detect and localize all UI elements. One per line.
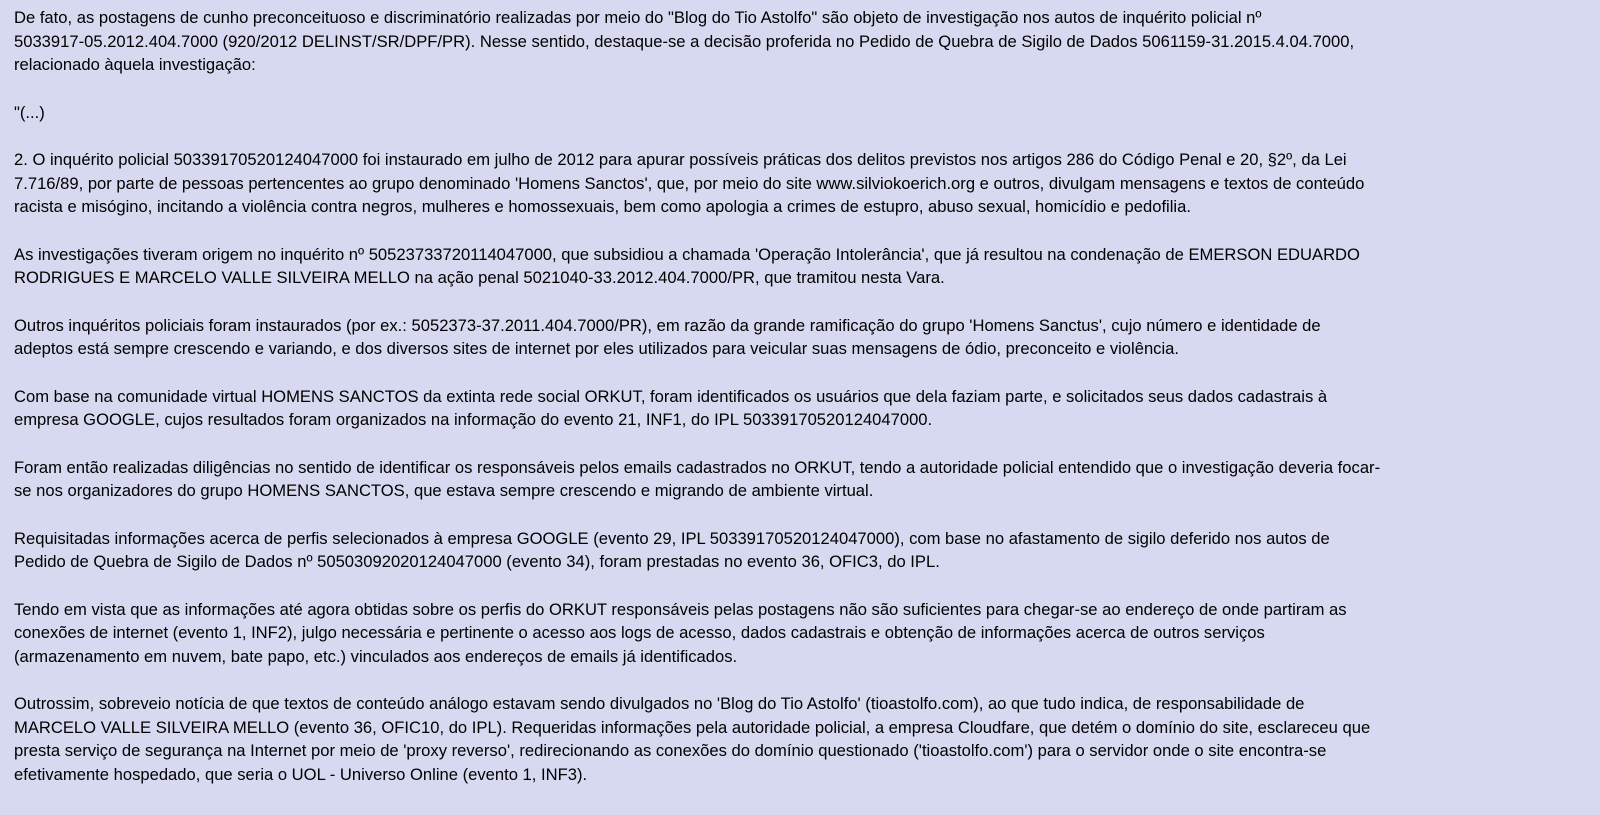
paragraph-other-inquiries bbox=[14, 314, 1600, 361]
paragraph-orkut-community bbox=[14, 385, 1600, 432]
text-line: relacionado àquela investigação: bbox=[14, 55, 256, 74]
text-line: RODRIGUES E MARCELO VALLE SILVEIRA MELLO na ação penal 5021040-33.2012.404.7000/PR, que tramitou nesta Vara. bbox=[14, 268, 945, 287]
text-line: MARCELO VALLE SILVEIRA MELLO (evento 36, OFIC10, do IPL). Requeridas informações pela autoridade policial, a empresa Cloudfare, que detém o domínio do site, esclareceu que bbox=[14, 717, 1371, 737]
text-line: racista e misógino, incitando a violência contra negros, mulheres e homossexuais, bem como apologia a crimes de estupro, abuso sexual, homicídio e pedofilia. bbox=[14, 197, 1191, 216]
paragraph-diligences bbox=[14, 456, 1600, 503]
text-line: "(...) bbox=[14, 102, 45, 122]
text-line: efetivamente hospedado, que seria o UOL - Universo Online (evento 1, INF3). bbox=[14, 764, 588, 784]
paragraph-item-2 bbox=[14, 148, 1600, 219]
text-line: Foram então realizadas diligências no sentido de identificar os responsáveis pelos emails cadastrados no ORKUT, tendo a autoridade policial entendido que o investigação deveria focar- bbox=[14, 457, 1381, 477]
text-line: 2. O inquérito policial 50339170520124047000 foi instaurado em julho de 2012 para apurar possíveis práticas dos delitos previstos nos artigos 286 do Código Penal e 20, §2º, da Lei bbox=[14, 150, 1347, 169]
text-line: Tendo em vista que as informações até agora obtidas sobre os perfis do ORKUT responsáveis pelas postagens não são suficientes para chegar-se ao endereço de onde partiram as bbox=[14, 599, 1347, 619]
text-line: conexões de internet (evento 1, INF2), julgo necessária e pertinente o acesso aos logs de acesso, dados cadastrais e obtenção de informações acerca de outros serviços bbox=[14, 623, 1265, 642]
text-line: Requisitadas informações acerca de perfis selecionados à empresa GOOGLE (evento 29, IPL 50339170520124047000), com base no afastamento de sigilo deferido nos autos de bbox=[14, 528, 1330, 548]
paragraph-blog-tio-astolfo bbox=[14, 692, 1600, 786]
text-line: Outros inquéritos policiais foram instaurados (por ex.: 5052373-37.2011.404.7000/PR), em razão da grande ramificação do grupo 'Homens Sanctus', cujo número e identidade de bbox=[14, 315, 1321, 335]
text-line: se nos organizadores do grupo HOMENS SANCTOS, que estava sempre crescendo e migrando de ambiente virtual. bbox=[14, 481, 874, 500]
paragraph-origin bbox=[14, 243, 1600, 290]
text-line: Outrossim, sobreveio notícia de que textos de conteúdo análogo estavam sendo divulgados no 'Blog do Tio Astolfo' (tioastolfo.com), ao que tudo indica, de responsabilidade de bbox=[14, 694, 1305, 713]
text-line: empresa GOOGLE, cujos resultados foram organizados na informação do evento 21, INF1, do IPL 50339170520124047000. bbox=[14, 410, 933, 429]
text-line: adeptos está sempre crescendo e variando, e dos diversos sites de internet por eles utilizados para veicular suas mensagens de ódio, preconceito e violência. bbox=[14, 339, 1179, 358]
text-line: (armazenamento em nuvem, bate papo, etc.) vinculados aos endereços de emails já identificados. bbox=[14, 646, 738, 666]
text-line: De fato, as postagens de cunho preconceituoso e discriminatório realizadas por meio do "Blog do Tio Astolfo" são objeto de investigação nos autos de inquérito policial nº bbox=[14, 8, 1262, 27]
paragraph-quote-open bbox=[14, 101, 1600, 125]
text-line: 5033917-05.2012.404.7000 (920/2012 DELINST/SR/DPF/PR). Nesse sentido, destaque-se a decisão proferida no Pedido de Quebra de Sigilo de Dados 5061159-31.2015.4.04.7000, bbox=[14, 31, 1355, 51]
paragraph-google-request bbox=[14, 527, 1600, 574]
text-line: presta serviço de segurança na Internet por meio de 'proxy reverso', redirecionando as conexões do domínio questionado ('tioastolfo.com') para o servidor onde o site encontra-se bbox=[14, 741, 1327, 760]
text-line: As investigações tiveram origem no inquérito nº 50523733720114047000, que subsidiou a chamada 'Operação Intolerância', que já resultou na condenação de EMERSON EDUARDO bbox=[14, 244, 1360, 264]
text-line: Com base na comunidade virtual HOMENS SANCTOS da extinta rede social ORKUT, foram identificados os usuários que dela faziam parte, e solicitados seus dados cadastrais à bbox=[14, 386, 1328, 406]
text-line: 7.716/89, por parte de pessoas pertencentes ao grupo denominado 'Homens Sanctos', que, por meio do site www.silviokoerich.org e outros, divulgam mensagens e textos de conteúdo bbox=[14, 173, 1365, 193]
text-line: Pedido de Quebra de Sigilo de Dados nº 50503092020124047000 (evento 34), foram prestadas no evento 36, OFIC3, do IPL. bbox=[14, 552, 940, 571]
paragraph-intro bbox=[14, 6, 1600, 77]
paragraph-logs-access bbox=[14, 598, 1600, 669]
